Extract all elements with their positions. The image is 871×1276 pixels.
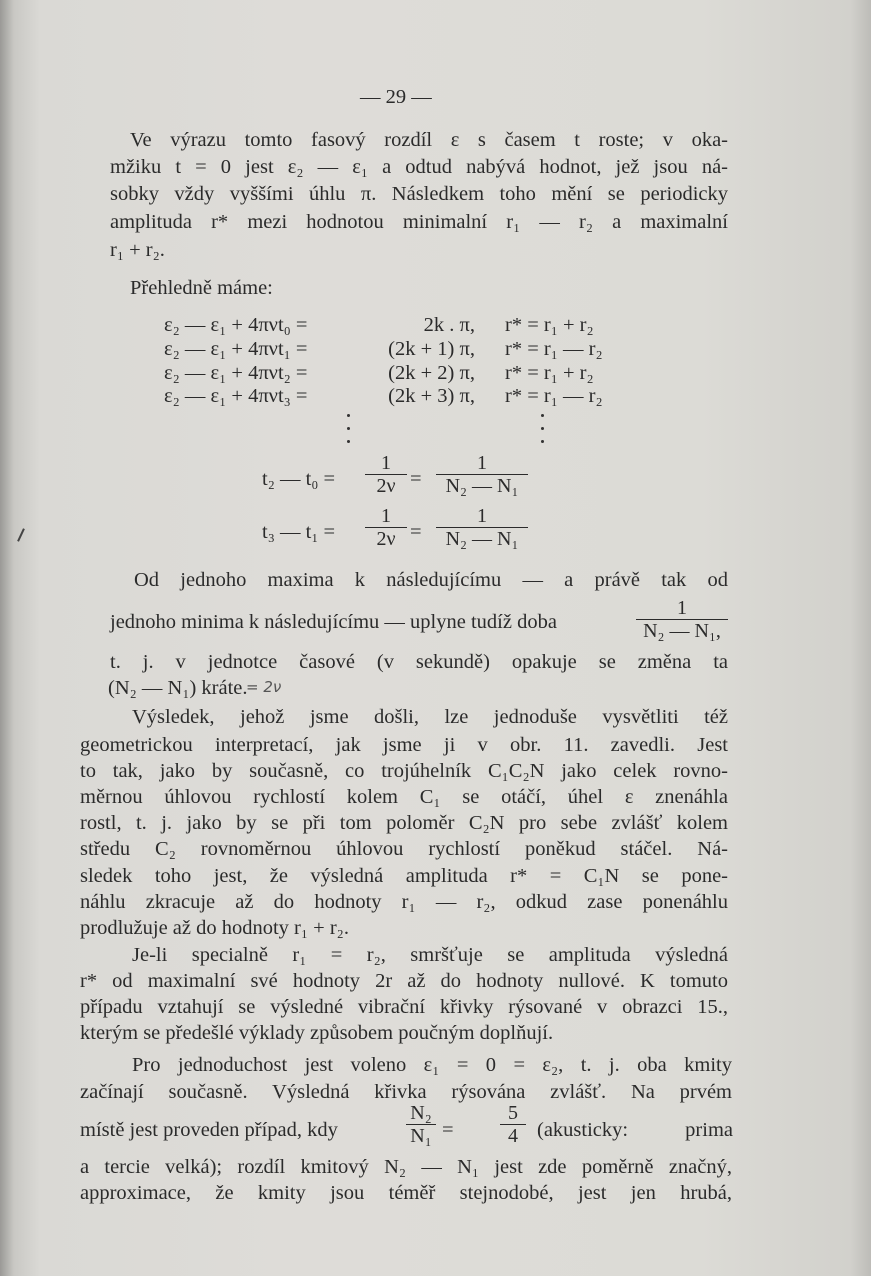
fraction: $\frac{1}{\text{N₂ — N₁,}}$ — [636, 597, 728, 642]
equation-r: r* = r₁ + r₂ — [505, 314, 594, 336]
text-line: jednoho minima k následujícímu — uplyne tudíž doba — [110, 611, 557, 633]
text-line: Ve výrazu tomto fasový rozdíl ε s časem t roste; v oka- — [130, 129, 728, 151]
text-line: Je-li specialně r₁ = r₂, smršťuje se amplituda výsledná — [132, 944, 728, 966]
equals-sign: = — [410, 468, 422, 490]
text-line: sobky vždy vyššími úhlu π. Následkem toho mění se periodicky — [110, 183, 728, 205]
text-line: r* od maximalní své hodnoty 2r až do hodnoty nullové. K tomuto — [80, 970, 728, 992]
fraction: $\frac{1}{\text{N₂ — N₁}}$ — [436, 505, 528, 550]
text-line: případu vztahují se výsledné vibrační křivky rýsované v obrazci 15., — [80, 996, 728, 1018]
text-line: měrnou úhlovou rychlostí kolem C₁ se otáčí, úhel ε znenáhla — [80, 786, 728, 808]
text-line: začínají současně. Výsledná křivka rýsována zvlášť. Na prvém — [80, 1081, 732, 1103]
equals-sign: = — [442, 1119, 454, 1141]
margin-mark — [17, 528, 25, 542]
text-line: mžiku t = 0 jest ε₂ — ε₁ a odtud nabývá hodnot, jež jsou ná- — [110, 156, 728, 178]
text-line: a tercie velká); rozdíl kmitový N₂ — N₁ jest zde poměrně značný, — [80, 1156, 732, 1178]
interval-lhs: t₂ — t₀ = — [262, 468, 336, 490]
page-number: — 29 — — [360, 86, 432, 108]
text-line: kterým se předešlé výklady způsobem poučným doplňují. — [80, 1022, 554, 1044]
interval-lhs: t₃ — t₁ = — [262, 521, 336, 543]
ellipsis-dot — [541, 427, 544, 430]
equation-rhs: (2k + 3) π, — [388, 385, 475, 407]
text-line: Pro jednoduchost jest voleno ε₁ = 0 = ε₂, t. j. oba kmity — [132, 1054, 732, 1076]
equation-r: r* = r₁ — r₂ — [505, 338, 603, 360]
text-line: t. j. v jednotce časové (v sekundě) opakuje se změna ta — [110, 651, 728, 673]
equation-r: r* = r₁ — r₂ — [505, 385, 603, 407]
text-line: středu C₂ rovnoměrnou úhlovou rychlostí poněkud stáčel. Ná- — [80, 838, 728, 860]
text-line: (N₂ — N₁) kráte. — [108, 677, 248, 699]
fraction: $\frac{\text{N₂}}{\text{N₁}}$ — [406, 1102, 436, 1147]
equation-r: r* = r₁ + r₂ — [505, 362, 594, 384]
text-line: Výsledek, jehož jsme došli, lze jednoduše vysvětliti též — [132, 706, 728, 728]
equation-rhs: (2k + 2) π, — [388, 362, 475, 384]
text-line: rostl, t. j. jako by se při tom poloměr C₂N pro sebe zvlášť kolem — [80, 812, 728, 834]
handwritten-note: = 2ν — [246, 678, 282, 696]
text-line: (akusticky: prima — [537, 1119, 733, 1141]
equation-lhs: ε₂ — ε₁ + 4πνt₃ = — [164, 385, 308, 407]
text-line: sledek toho jest, že výsledná amplituda r* = C₁N se pone- — [80, 865, 728, 887]
equation-rhs: 2k . π, — [423, 314, 475, 336]
overview-label: Přehledně máme: — [130, 277, 273, 299]
fraction: $\frac{1}{2\nu}$ — [365, 452, 407, 497]
ellipsis-dot — [541, 414, 544, 417]
text-line: geometrickou interpretací, jak jsme ji v obr. 11. zavedli. Jest — [80, 734, 728, 756]
ellipsis-dot — [541, 440, 544, 443]
text-line: approximace, že kmity jsou téměř stejnodobé, jest jen hrubá, — [80, 1182, 732, 1204]
text-line: Od jednoho maxima k následujícímu — a právě tak od — [134, 569, 728, 591]
equation-lhs: ε₂ — ε₁ + 4πνt₂ = — [164, 362, 308, 384]
text-line: náhlu zkracuje až do hodnoty r₁ — r₂, odkud zase ponenáhlu — [80, 891, 728, 913]
text-line: to tak, jako by současně, co trojúhelník C₁C₂N jako celek rovno- — [80, 760, 728, 782]
equation-lhs: ε₂ — ε₁ + 4πνt₁ = — [164, 338, 308, 360]
equation-lhs: ε₂ — ε₁ + 4πνt₀ = — [164, 314, 308, 336]
text-line: r₁ + r₂. — [110, 239, 165, 261]
equation-rhs: (2k + 1) π, — [388, 338, 475, 360]
fraction: $\frac{1}{2\nu}$ — [365, 505, 407, 550]
text-line: prodlužuje až do hodnoty r₁ + r₂. — [80, 917, 349, 939]
fraction: $\frac{1}{\text{N₂ — N₁}}$ — [436, 452, 528, 497]
equals-sign: = — [410, 521, 422, 543]
text-line: místě jest proveden případ, kdy — [80, 1119, 338, 1141]
fraction: $\frac{5}{4}$ — [500, 1102, 526, 1147]
ellipsis-dot — [347, 427, 350, 430]
ellipsis-dot — [347, 440, 350, 443]
ellipsis-dot — [347, 414, 350, 417]
text-line: amplituda r* mezi hodnotou minimalní r₁ — r₂ a maximalní — [110, 211, 728, 233]
